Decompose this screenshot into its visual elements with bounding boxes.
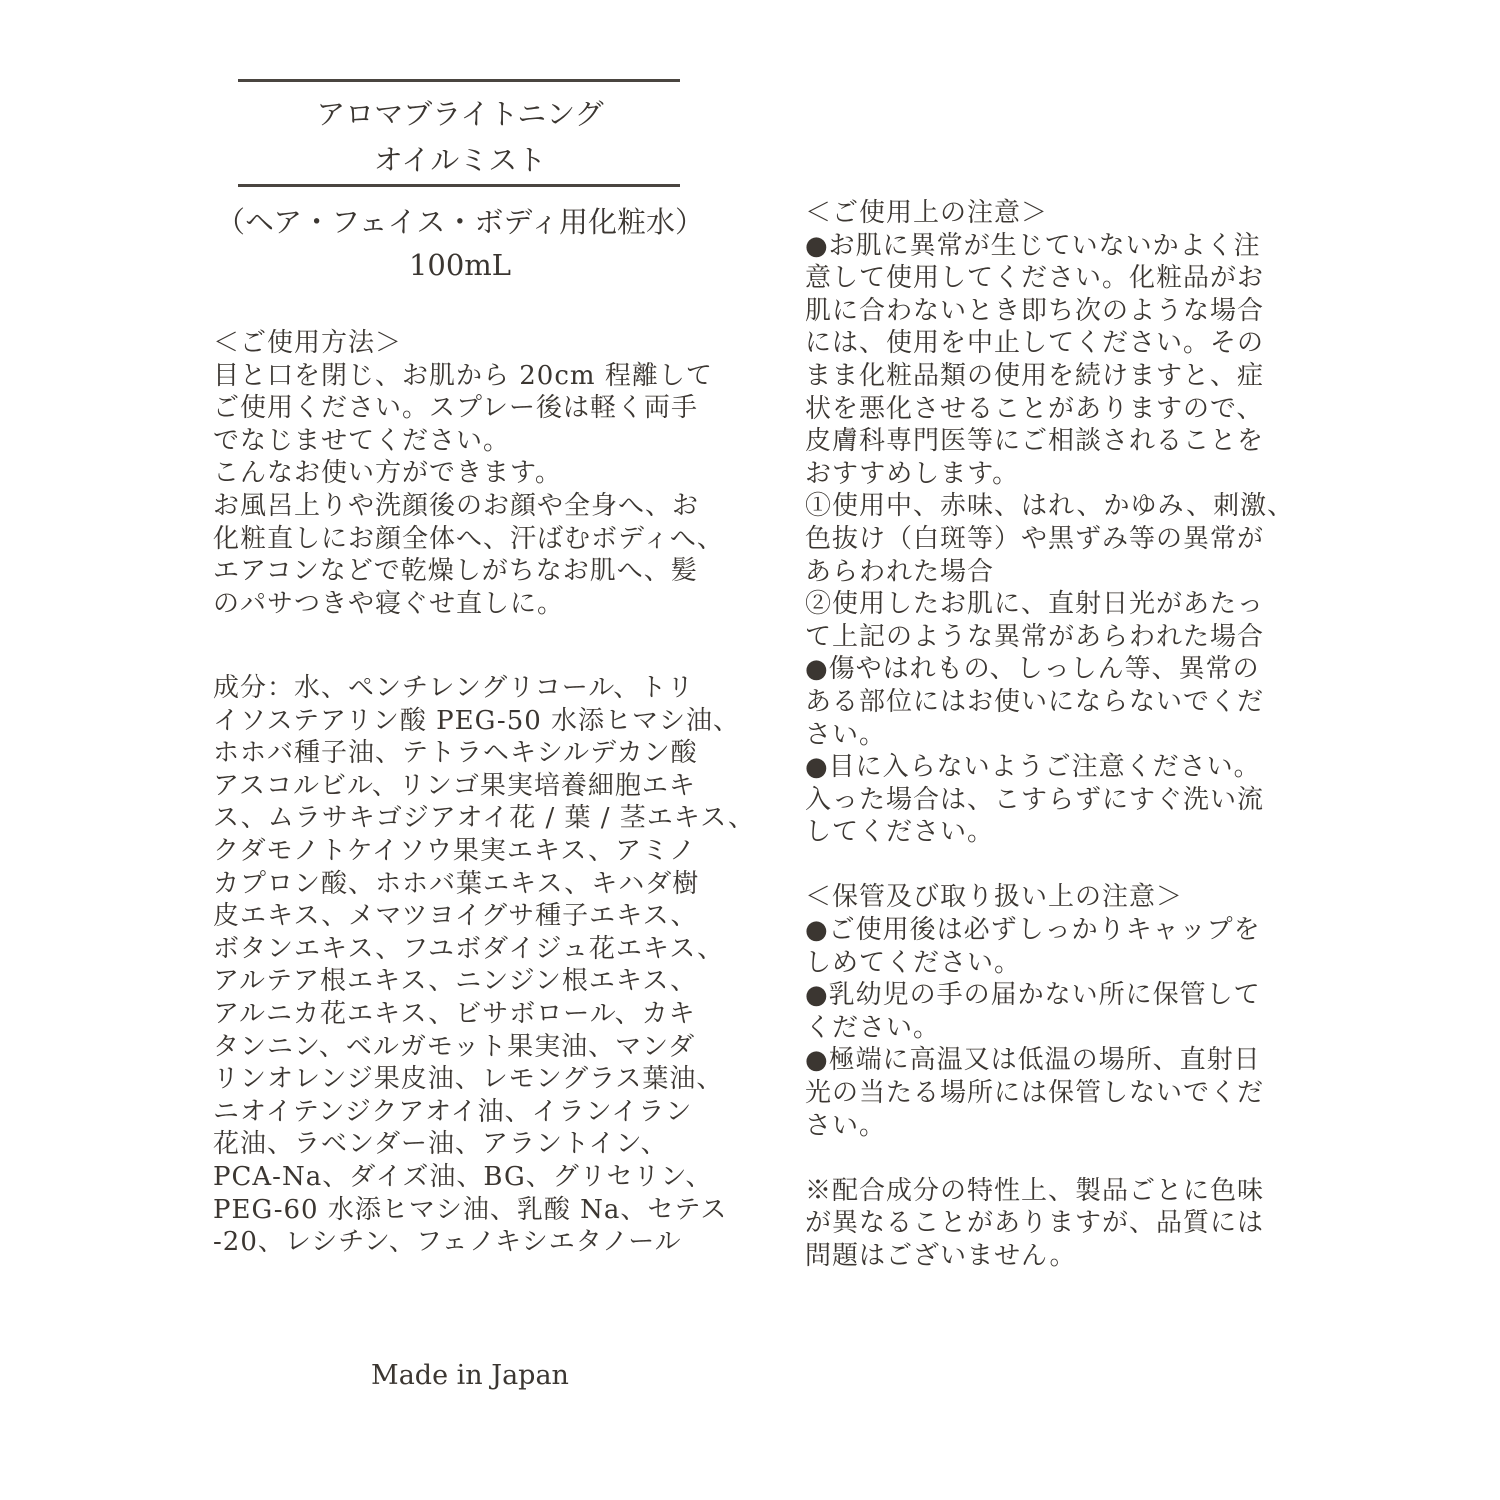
cautions-line xyxy=(805,849,1294,882)
ingredients-line: -20、レシチン、フェノキシエタノール xyxy=(213,1227,682,1258)
usage-line: でなじませてください。 xyxy=(213,425,511,456)
cautions-line: 色抜け（白斑等）や黒ずみ等の異常が xyxy=(805,523,1265,554)
usage-line: こんなお使い方ができます。 xyxy=(213,458,562,489)
product-title-line1: アロマブライトニング xyxy=(316,97,604,131)
cautions-line: 皮膚科専門医等にご相談されることを xyxy=(805,426,1265,457)
usage-line: お風呂上りや洗顔後のお顔や全身へ、お xyxy=(213,490,700,521)
cautions-line: ●目に入らないようご注意ください。 xyxy=(805,752,1261,783)
product-subtitle: （ヘア・フェイス・ボディ用化粧水） xyxy=(215,205,705,239)
cautions-section xyxy=(805,197,1294,1273)
ingredients-line: タンニン、ベルガモット果実油、マンダ xyxy=(213,1031,696,1062)
cautions-line: しめてください。 xyxy=(805,947,1022,978)
ingredients-line: ニオイテンジクアオイ油、イランイラン xyxy=(213,1096,693,1127)
cautions-line: 意して使用してください。化粧品がお xyxy=(805,263,1265,294)
usage-line: 化粧直しにお顔全体へ、汗ばむボディへ、 xyxy=(213,523,724,554)
cautions-line: ください。 xyxy=(805,1012,941,1043)
product-volume: 100mL xyxy=(408,248,512,282)
cautions-line: が異なることがありますが、品質には xyxy=(805,1208,1265,1239)
cautions-line: ●お肌に異常が生じていないかよく注 xyxy=(805,230,1261,261)
cautions-line: には、使用を中止してください。その xyxy=(805,328,1265,359)
usage-line: のパサつきや寝ぐせ直しに。 xyxy=(213,588,565,619)
made-in-label: Made in Japan xyxy=(371,1360,569,1391)
cautions-line: さい。 xyxy=(805,719,887,750)
cautions-line: ある部位にはお使いにならないでくだ xyxy=(805,686,1265,717)
cautions-line: してください。 xyxy=(805,817,995,848)
ingredients-line: アルニカ花エキス、ビサボロール、カキ xyxy=(213,998,696,1029)
ingredients-line: クダモノトケイソウ果実エキス、アミノ xyxy=(213,835,697,866)
cautions-line: 肌に合わないとき即ち次のような場合 xyxy=(805,295,1265,326)
cautions-line: あらわれた場合 xyxy=(805,556,995,587)
cautions-line: て上記のような異常があらわれた場合 xyxy=(805,621,1265,652)
ingredients-line: PEG-60 水添ヒマシ油、乳酸 Na、セテス xyxy=(213,1194,728,1225)
ingredients-line: PCA-Na、ダイズ油、BG、グリセリン、 xyxy=(213,1161,713,1192)
cautions-line: 問題はございません。 xyxy=(805,1241,1077,1271)
ingredients-line: ボタンエキス、フユボダイジュ花エキス、 xyxy=(213,933,725,964)
ingredients-line: ス、ムラサキゴジアオイ花 / 葉 / 茎エキス、 xyxy=(213,803,756,834)
cautions-line: ＜保管及び取り扱い上の注意＞ xyxy=(805,882,1184,913)
cautions-line xyxy=(805,1142,1294,1175)
cautions-line: さい。 xyxy=(805,1110,887,1141)
ingredients-line: リンオレンジ果皮油、レモングラス葉油、 xyxy=(213,1064,724,1095)
cautions-line: ●傷やはれもの、しっしん等、異常の xyxy=(805,654,1260,685)
ingredients-line: イソステアリン酸 PEG-50 水添ヒマシ油、 xyxy=(213,705,741,736)
usage-section xyxy=(213,327,724,620)
cautions-line: ＜ご使用上の注意＞ xyxy=(805,198,1049,228)
usage-line: 目と口を閉じ、お肌から 20cm 程離して xyxy=(213,360,713,391)
cautions-line: ②使用したお肌に、直射日光があたっ xyxy=(805,589,1265,620)
cautions-line: 光の当たる場所には保管しないでくだ xyxy=(805,1078,1265,1109)
usage-line: エアコンなどで乾燥しがちなお肌へ、髪 xyxy=(213,556,698,587)
ingredients-line: カプロン酸、ホホバ葉エキス、キハダ樹 xyxy=(213,868,700,899)
cautions-line: おすすめします。 xyxy=(805,458,1020,489)
ingredients-line: ホホバ種子油、テトラヘキシルデカン酸 xyxy=(213,738,698,769)
ingredients-line: アルテア根エキス、ニンジン根エキス、 xyxy=(213,966,698,997)
ingredients-line: 皮エキス、メマツヨイグサ種子エキス、 xyxy=(213,901,698,932)
cautions-line: ●極端に高温又は低温の場所、直射日 xyxy=(805,1045,1261,1076)
usage-line: ＜ご使用方法＞ xyxy=(213,328,403,358)
cautions-line: ●乳幼児の手の届かない所に保管して xyxy=(805,980,1261,1011)
usage-line: ご使用ください。スプレー後は軽く両手 xyxy=(213,393,698,424)
cautions-line: ①使用中、赤味、はれ、かゆみ、刺激、 xyxy=(805,491,1295,522)
product-title-line2: オイルミスト xyxy=(373,143,547,177)
ingredients-line: アスコルビル、リンゴ果実培養細胞エキ xyxy=(213,770,696,801)
cautions-line: 状を悪化させることがありますので、 xyxy=(805,393,1264,424)
ingredients-line: 花油、ラベンダー油、アラントイン、 xyxy=(213,1129,668,1160)
ingredients-section xyxy=(213,672,755,1259)
top-rule xyxy=(238,79,680,82)
cautions-line: ●ご使用後は必ずしっかりキャップを xyxy=(805,915,1261,946)
ingredients-line: 成分：水、ペンチレングリコール、トリ xyxy=(213,673,695,703)
cautions-line: 入った場合は、こすらずにすぐ洗い流 xyxy=(805,784,1265,815)
bottom-rule xyxy=(238,184,680,187)
cautions-line: まま化粧品類の使用を続けますと、症 xyxy=(805,360,1265,391)
cautions-line: ※配合成分の特性上、製品ごとに色味 xyxy=(805,1175,1265,1206)
